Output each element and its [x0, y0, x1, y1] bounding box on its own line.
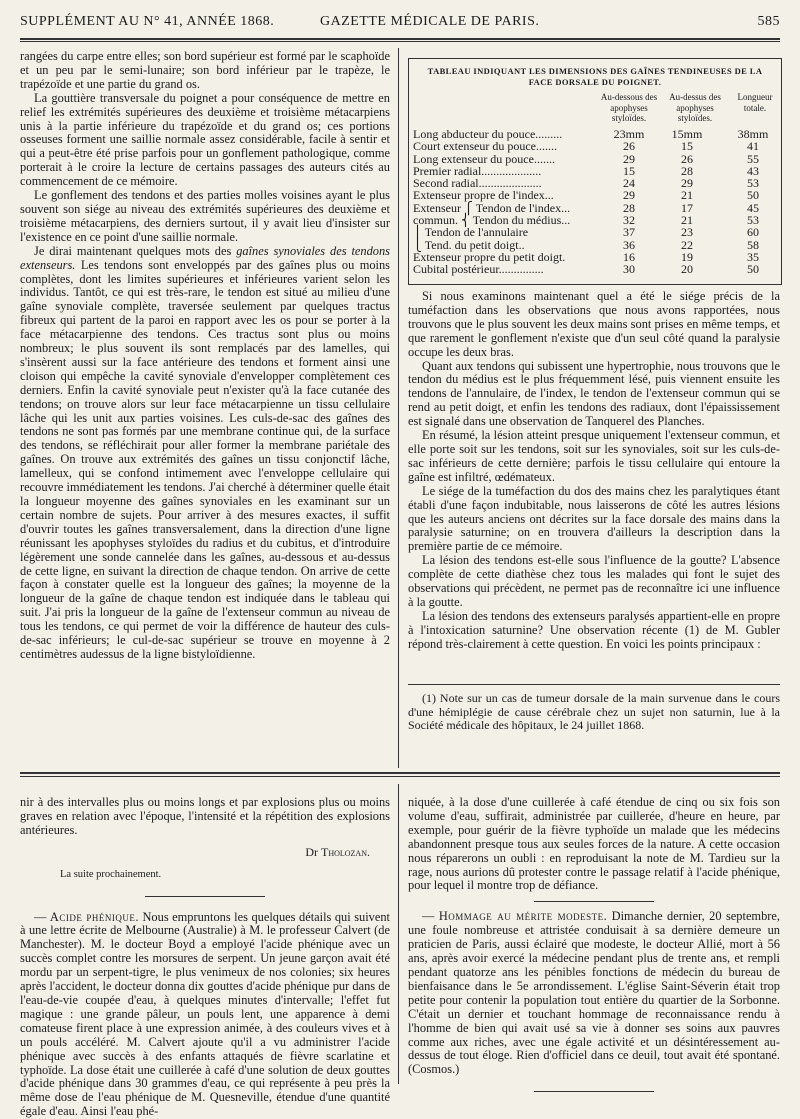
value-total: 50 — [747, 262, 759, 277]
paragraph: En résumé, la lésion atteint presque uniquement l'extenseur commun, et elle porte soit sur les tendons, soit sur les synoviales, soit sur les culs-de-sac inférieurs de cette dernière; parfois le tissu cellulaire qui entoure la gaîne est infiltré, œdémateux. — [408, 428, 780, 484]
value-total: 60 — [747, 225, 759, 240]
paragraph-body: Dimanche dernier, 20 septembre, une foule nombreuse et attristée conduisait à sa dernière demeure un praticien de Paris, aussi éclairé que modeste, le docteur Allié, mort à 56 ans, après avoir exercé la médecine pendant plus de trente ans, et rempli pendant quatorze ans les pénibles fonctions de médecin du bureau de bienfaisance dans le 5e arrondissement. L'église Saint-Séverin était trop petite pour contenir la population tout entière du quartier de la Sorbonne. C'était un dernier et touchant hommage de reconnaissance rendu à l'homme de bien qui avait usé sa vie à donner ses soins aux pauvres comme aux riches, avec une égale activité et un désintéressement au-dessus de tout éloge. Rien d'officiel dans ce deuil, tout avait été spontané. — [408, 909, 780, 1063]
section-rule — [534, 901, 654, 902]
column-divider-upper — [398, 48, 399, 768]
table-row — [409, 263, 781, 275]
value-below: 29 — [623, 151, 635, 166]
section-rule — [145, 896, 265, 897]
tendon-name: Extenseur ⎧ Tendon de l'index... — [413, 200, 571, 215]
table-col-total: Longueur totale. — [737, 92, 773, 113]
paragraph: niquée, à la dose d'une cuillerée à café étendue de cinq ou six fois son volume d'eau, suffirait, administrée par cuillerée, d'heure en heure, par exemple, pour guérir de la fièvre typhoïde un malade que les médecins abandonnent presque tous aux seules forces de la nature. A cette occasion nous réparerons un oubli : en reproduisant la note de M. Tardieu sur la rage, nous aurions dû protester contre le passage relatif à l'acide phénique, pour lequel il montre trop de défiance. — [408, 795, 780, 893]
tendon-name: Court extenseur du pouce....... — [413, 139, 557, 154]
table-body — [409, 128, 781, 276]
signature — [20, 846, 370, 860]
right-column-upper — [408, 290, 780, 652]
paragraph: — Acide phénique. Nous empruntons les quelques détails qui suivent à une lettre écrite de Melbourne (Australie) à M. le professeur Calvert (de Manchester). M. le docteur Boyd a employé l'acide phénique avec un succès complet contre les morsures de serpent. Un jeune garçon avait été mordu par un serpent-tigre, le plus venimeux de nos colonies; six heures après l'accident, le docteur donna dix gouttes d'acide phénique pur dans de l'eau-de-vie coupée d'eau, à quelques minutes d'intervalle; l'effet fut magique : une grande pâleur, un pouls lent, une apparence à demi comateuse firent place à une expression animée, à des couleurs vives et à un pouls accéléré. M. Calvert ajoute qu'il a vu administrer l'acide phénique avec succès à des enfants attaqués de fièvre scarlatine et typhoïde. La dose était une cuillerée à café d'une solution de deux gouttes d'acide phénique dans 30 grammes d'eau, ce qui représente à peu près la même dose de l'eau phénique de M. Quesneville, étendue d'une quantité égale d'eau. Ainsi l'eau phé- — [20, 909, 390, 1119]
left-column-upper — [20, 50, 390, 662]
value-below: 32 — [623, 213, 635, 228]
tendon-name: Long extenseur du pouce....... — [413, 151, 555, 166]
tendon-name: commun. ⎨ Tendon du médius... — [413, 213, 571, 228]
table-row — [409, 189, 781, 201]
footnote — [408, 692, 780, 733]
header-rule-thin — [20, 41, 780, 42]
column-divider-lower — [398, 784, 399, 1084]
value-above: 17 — [681, 200, 693, 215]
table-col-above: Au-dessus des apophyses styloïdes. — [669, 92, 721, 123]
feuilleton-rule — [20, 772, 780, 774]
paragraph: Le gonflement des tendons et des parties molles voisines ayant le plus souvent son siége au niveau des extrémités supérieures des deuxième et troisième métacarpiens, des derniers surtout, il y avait lieu d'insister sur l'existence en ce point d'une saillie normale. — [20, 188, 390, 244]
left-column-lower — [20, 796, 390, 1119]
value-total: 43 — [747, 163, 759, 178]
value-below: 29 — [623, 188, 635, 203]
value-above: 29 — [681, 176, 693, 191]
table-title: TABLEAU INDIQUANT LES DIMENSIONS DES GAÎNES TENDINEUSES DE LA FACE DORSALE DU POIGNET. — [427, 66, 763, 87]
value-total: 58 — [747, 237, 759, 252]
paragraph: La lésion des tendons est-elle sous l'influence de la goutte? L'absence complète de cette diathèse chez tous les malades qui font le sujet des observations qui précèdent, ne permet pas de reconnaître ici une influence à la goutte. — [408, 553, 780, 609]
tendon-name: Premier radial.................... — [413, 163, 542, 178]
tendon-name: Extenseur propre du petit doigt. — [413, 249, 566, 264]
tendon-sheath-table — [408, 58, 782, 285]
running-header — [20, 14, 780, 36]
value-below: 15 — [623, 163, 635, 178]
value-below: 16 — [623, 249, 635, 264]
paragraph: Le siége de la tuméfaction du dos des mains chez les paralytiques étant établi d'une façon indubitable, nous laisserons de côté les autres lésions que les auteurs anciens ont décrites sur la face dorsale des mains dans la paralysie saturnine; on en trouvera d'ailleurs la description dans la première partie de ce mémoire. — [408, 483, 780, 554]
table-row — [409, 140, 781, 152]
value-below: 30 — [623, 262, 635, 277]
value-above: 21 — [681, 188, 693, 203]
section-head: Acide phénique. — [49, 909, 139, 924]
footnote-rule — [408, 684, 780, 685]
value-above: 19 — [681, 249, 693, 264]
paragraph: Si nous examinons maintenant quel a été le siége précis de la tuméfaction dans les observations que nous avons rapportées, nous trouvons que le plus souvent les deux mains sont prises en même temps, et que rarement le gonflement n'existe que d'un seul côté quand la paralysie occupe les deux bras. — [408, 289, 780, 359]
value-above: 26 — [681, 151, 693, 166]
value-above: 23 — [681, 225, 693, 240]
paragraph-intro: Je dirai maintenant quelques mots des — [34, 243, 237, 258]
value-total: 53 — [747, 213, 759, 228]
italic-term: gaînes synoviales des tendons extenseurs. — [20, 243, 390, 272]
table-header-row — [409, 92, 781, 128]
section-rule — [534, 1091, 654, 1092]
paragraph-body: Nous empruntons les quelques détails qui suivent à une lettre écrite de Melbourne (Australie) à M. le professeur Calvert (de Manchester). M. le docteur Boyd a employé l'acide phénique avec un succès complet contre les morsures de serpent. Un jeune garçon avait été mordu par un serpent-tigre, le plus venimeux de nos colonies; six heures après l'accident, le docteur donna dix gouttes d'acide phénique pur dans de l'eau-de-vie coupée d'eau, à quelques minutes d'intervalle; l'effet fut magique : une grande pâleur, un pouls lent, une apparence à demi comateuse firent place à une expression animée, à des couleurs vives et à un pouls accéléré. M. Calvert ajoute qu'il a vu administrer l'acide phénique avec succès à des enfants attaqués de fièvre scarlatine et typhoïde. La dose était une cuillerée à café d'une solution de deux gouttes d'acide phénique dans 30 grammes d'eau, ce qui représente à peu près la même dose de l'eau phénique de M. Quesneville, étendue d'une quantité égale d'eau. Ainsi l'eau phé- — [20, 909, 390, 1119]
page-number: 585 — [757, 14, 780, 29]
table-col-below: Au-dessous des apophyses styloïdes. — [600, 92, 658, 123]
tendon-name: Second radial..................... — [413, 176, 542, 191]
value-below: 23mm — [613, 127, 645, 141]
tendon-name: ⎩ Tend. du petit doigt.. — [413, 237, 525, 252]
paragraph: La gouttière transversale du poignet a pour conséquence de mettre en relief les extrémités supérieures des deuxième et troisième métacarpiens unis à la partie inférieure du trapézoïde et du grand os; ces portions osseuses forment une saillie normale assez considérable, facile à sentir et qui a peut-être été prise parfois pour un gonflement pathologique, comme porterait à le croire la lecture de certains passages des auteurs cités au commencement de ce mémoire. — [20, 90, 390, 189]
value-total: 35 — [747, 249, 759, 264]
feuilleton-rule-thin — [20, 776, 780, 777]
signature-name: Tholozan. — [321, 844, 370, 859]
paragraph: Quant aux tendons qui subissent une hypertrophie, nous trouvons que le tendon du médius est le plus fréquemment lésé, puis viennent ensuite les tendons de l'annulaire, de l'index, le tendon de l'extenseur commun qui se rend au petit doigt, et enfin les tendons des radiaux, dont l'épaississement est signalé dans une observation de Tanquerel des Planches. — [408, 358, 780, 429]
source-note: (Cosmos.) — [408, 1062, 460, 1077]
tendon-name: Cubital postérieur............... — [413, 262, 544, 277]
value-below: 36 — [623, 237, 635, 252]
value-total: 53 — [747, 176, 759, 191]
value-below: 26 — [623, 139, 635, 154]
value-above: 15mm — [671, 127, 703, 141]
tendon-name: ⎪ Tendon de l'annulaire — [413, 225, 529, 240]
paragraph: rangées du carpe entre elles; son bord supérieur est formé par le scaphoïde et un peu par le semi-lunaire; son bord inférieur par le trapèze, le trapézoïde et une partie du grand os. — [20, 49, 390, 91]
value-below: 37 — [623, 225, 635, 240]
value-total: 41 — [747, 139, 759, 154]
value-above: 20 — [681, 262, 693, 277]
value-total: 50 — [747, 188, 759, 203]
value-above: 28 — [681, 163, 693, 178]
value-above: 21 — [681, 213, 693, 228]
signature-title: Dr — [305, 844, 318, 859]
value-below: 24 — [623, 176, 635, 191]
paragraph: nir à des intervalles plus ou moins longs et par explosions plus ou moins graves en relation avec l'époque, l'intensité et la répétition des explosions antérieures. — [20, 795, 390, 837]
paragraph: — Hommage au mérite modeste. Dimanche dernier, 20 septembre, une foule nombreuse et attristée conduisait à sa dernière demeure un praticien de Paris, aussi éclairé que modeste, le docteur Allié, mort à 56 ans, après avoir exercé la médecine pendant plus de trente ans, et rempli pendant quatorze ans les pénibles fonctions de médecin du bureau de bienfaisance dans le 5e arrondissement. L'église Saint-Séverin était trop petite pour contenir la population tout entière du quartier de la Sorbonne. C'était un dernier et touchant hommage de reconnaissance rendu à l'homme de bien qui avait usé sa vie à donner ses soins aux pauvres comme aux riches, avec une égale activité et un désintéressement au-dessus de tout éloge. Rien d'officiel dans ce deuil, tout avait été spontané. (Cosmos.) — [408, 909, 780, 1077]
value-total: 38mm — [737, 127, 769, 141]
continued-note: La suite prochainement. — [60, 868, 162, 880]
value-total: 45 — [747, 200, 759, 215]
supplement-label: SUPPLÉMENT AU N° 41, ANNÉE 1868. — [20, 14, 275, 29]
tendon-name: Extenseur propre de l'index... — [413, 188, 554, 203]
section-head: Hommage au mérite modeste. — [438, 909, 608, 924]
journal-title: GAZETTE MÉDICALE DE PARIS. — [320, 14, 540, 29]
table-row — [409, 226, 781, 238]
value-above: 15 — [681, 139, 693, 154]
paragraph — [20, 245, 390, 662]
footnote-text: (1) Note sur un cas de tumeur dorsale de la main survenue dans le cours d'une hémiplégie de cause cérébrale chez un sujet non saturnin, lue à la Société médicale des hôpitaux, le 24 juillet 1868. — [408, 691, 780, 733]
value-total: 55 — [747, 151, 759, 166]
header-rule — [20, 38, 780, 40]
right-column-lower — [408, 796, 780, 1092]
value-below: 28 — [623, 200, 635, 215]
tendon-name: Long abducteur du pouce......... — [413, 127, 563, 141]
value-above: 22 — [681, 237, 693, 252]
paragraph: La lésion des tendons des extenseurs paralysés appartient-elle en propre à l'intoxication saturnine? Une observation récente (1) de M. Gubler répond très-clairement à cette question. En voici les points principaux : — [408, 608, 780, 651]
paragraph-body: Les tendons sont enveloppés par des gaînes plus ou moins complètes, dont les limites supérieures et inférieures varient selon les individus. Tantôt, ce qui est très-rare, le tendon est situé au milieu d'une gaîne synoviale complète, traversée seulement par quelques tractus fibreux qui partent de la paroi en rapport avec les os pour se porter à la face métacarpienne des tendons. Ces tractus sont plus ou moins nombreux; le plus souvent ils sont remplacés par des lamelles, qui s'insèrent aussi sur la face antérieure des tendons et forment ainsi une cloison qui empêche la cavité synoviale d'envelopper complètement ces derniers. Enfin la cavité synoviale peut n'exister qu'à la face cutanée des tendons; on trouve alors sur leur face métacarpienne un tissu cellulaire lâche qui les unit aux parties voisines. Les culs-de-sac des gaînes des tendons ne sont pas formés par une membrane continue qui, de la surface des tendons, se réfléchirait pour aller former la membrane pariétale des gaînes. On trouve aux extrémités des gaînes un tissu conjonctif lâche, lamelleux, qui se confond intimement avec l'enveloppe cellulaire qui recouvre immédiatement les tendons. J'ai cherché à déterminer quelle était la longueur moyenne des gaînes synoviales en les examinant sur un certain nombre de sujets. Pour arriver à des mesures exactes, il suffit d'ouvrir toutes les gaînes transversalement, dans la direction d'une ligne réunissant les apophyses styloïdes du radius et du cubitus, et d'introduire légèrement une sonde cannelée dans les gaînes, au-dessous et au-dessus de cette ligne, en suivant la direction de chaque tendon. On arrive de cette façon à constater quelle est la longueur des gaînes; la moyenne de la longueur de la gaîne de chaque tendon est indiquée dans le tableau qui suit. J'ai pris la longueur de la gaîne de l'extenseur commun au niveau de tous les tendons, ce qui permet de voir la différence de hauteur des culs-de-sac inférieurs; le cul-de-sac supérieur se trouve en moyenne à 2 centimètres audessus de la ligne bistyloïdienne. — [20, 257, 390, 661]
